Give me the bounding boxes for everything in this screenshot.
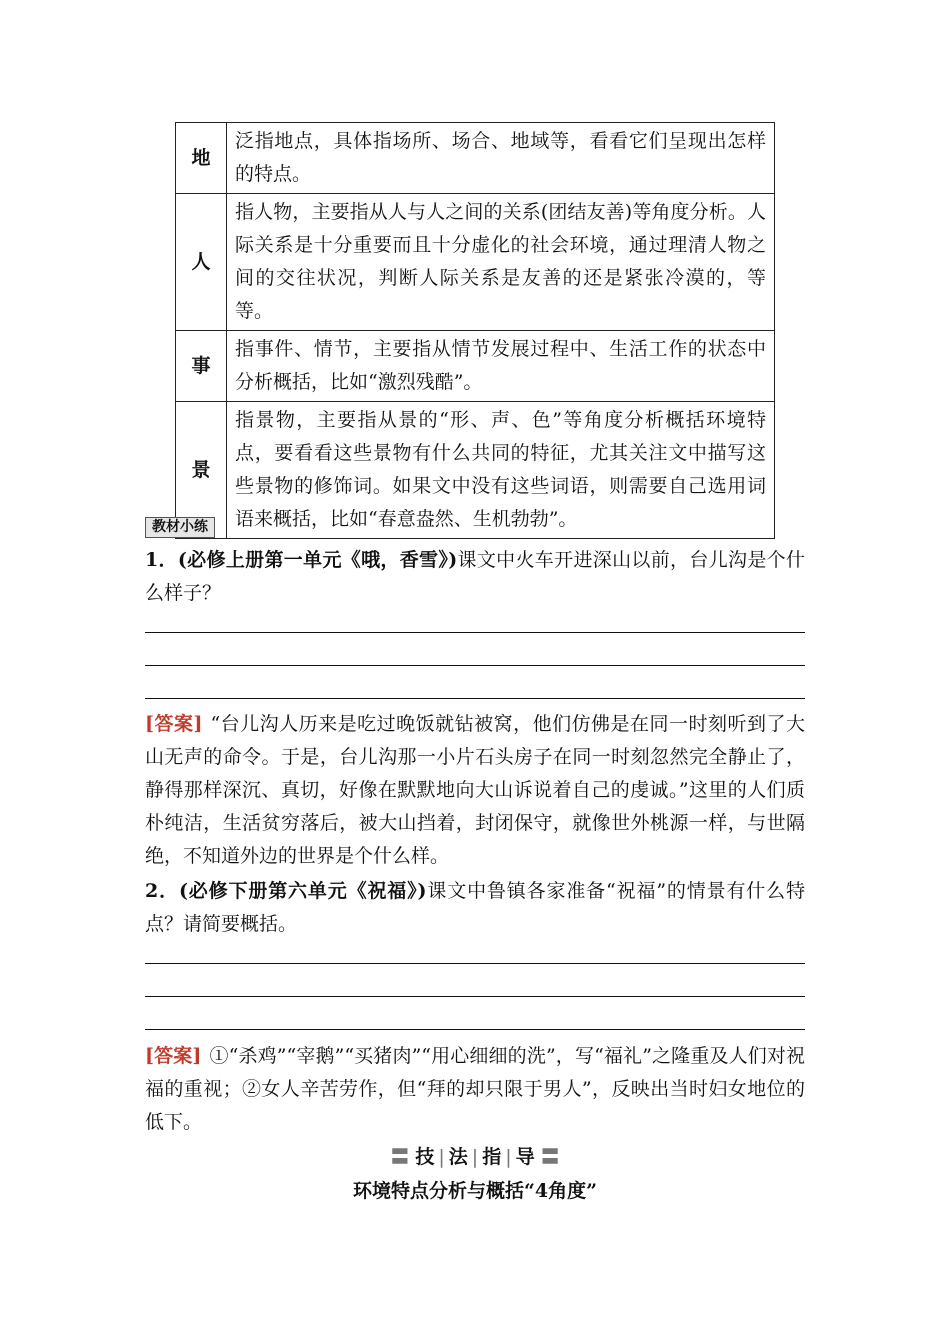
answer-text: “台儿沟人历来是吃过晚饭就钻被窝，他们仿佛是在同一时刻听到了大山无声的命令。于是，台儿沟那一小片石头房子在同一时刻忽然完全静止了，静得那样深沉、真切，好像在默默地向大山诉说着自己的虔诚。”这里的人们质朴纯洁，生活贫穷落后，被大山挡着，封闭保守，就像世外桃源一样，与世隔绝，不知道外边的世界是个什么样。 bbox=[145, 713, 805, 867]
question-source: (必修上册第一单元《哦，香雪》) bbox=[177, 549, 458, 571]
answer-line bbox=[145, 698, 805, 699]
section-subtitle: 环境特点分析与概括“4角度” bbox=[352, 1180, 598, 1202]
row-key: 地 bbox=[176, 123, 227, 194]
table-row bbox=[176, 194, 775, 331]
answer-label: [答案] bbox=[145, 713, 203, 735]
answer-line bbox=[145, 665, 805, 666]
row-key: 人 bbox=[176, 194, 227, 331]
row-description: 指人物，主要指从人与人之间的关系(团结友善)等角度分析。人际关系是十分重要而且十分虚化的社会环境，通过理清人物之间的交往状况，判断人际关系是友善的还是紧张冷漠的，等等。 bbox=[227, 194, 775, 331]
heading-char: 导 bbox=[515, 1146, 535, 1168]
row-description: 指事件、情节，主要指从情节发展过程中、生活工作的状态中分析概括，比如“激烈残酷”。 bbox=[227, 331, 775, 402]
row-description: 指景物，主要指从景的“形、声、色”等角度分析概括环境特点，要看看这些景物有什么共同的特征，尤其关注文中描写这些景物的修饰词。如果文中没有这些词语，则需要自己选用词语来概括，比如“春意盎然、生机勃勃”。 bbox=[227, 402, 775, 539]
skill-heading: 〓 技 | 法 | 指 | 导 〓 bbox=[390, 1146, 560, 1168]
question-text: 课文中鲁镇各家准备“祝福”的情景有什么特点？请简要概括。 bbox=[145, 880, 805, 935]
practice-tag: 教材小练 bbox=[145, 517, 215, 538]
row-description: 泛指地点，具体指场所、场合、地域等，看看它们呈现出怎样的特点。 bbox=[227, 123, 775, 194]
answer-line bbox=[145, 996, 805, 997]
question-number: 2． bbox=[145, 880, 179, 902]
question-2 bbox=[145, 875, 805, 941]
heading-char: 指 bbox=[482, 1146, 502, 1168]
question-1 bbox=[145, 544, 805, 610]
table-row bbox=[176, 331, 775, 402]
answer-line bbox=[145, 632, 805, 633]
answer-text: ①“杀鸡”“宰鹅”“买猪肉”“用心细细的洗”，写“福礼”之隆重及人们对祝福的重视；②女人辛苦劳作，但“拜的却只限于男人”，反映出当时妇女地位的低下。 bbox=[145, 1045, 805, 1133]
answer-line bbox=[145, 1029, 805, 1030]
answer-1 bbox=[145, 708, 805, 873]
row-key: 事 bbox=[176, 331, 227, 402]
table-row bbox=[176, 123, 775, 194]
question-number: 1． bbox=[145, 549, 178, 571]
table-row bbox=[176, 402, 775, 539]
heading-decoration: 〓 bbox=[540, 1146, 560, 1168]
question-text: 课文中火车开进深山以前，台儿沟是个什么样子？ bbox=[145, 549, 805, 604]
row-key: 景 bbox=[176, 402, 227, 539]
answer-label: [答案] bbox=[145, 1045, 202, 1067]
heading-char: 技 bbox=[415, 1146, 435, 1168]
answer-2 bbox=[145, 1040, 805, 1139]
answer-line bbox=[145, 963, 805, 964]
heading-char: 法 bbox=[448, 1146, 468, 1168]
question-source: (必修下册第六单元《祝福》) bbox=[178, 880, 427, 902]
environment-table bbox=[175, 122, 775, 539]
heading-decoration: 〓 bbox=[390, 1146, 410, 1168]
